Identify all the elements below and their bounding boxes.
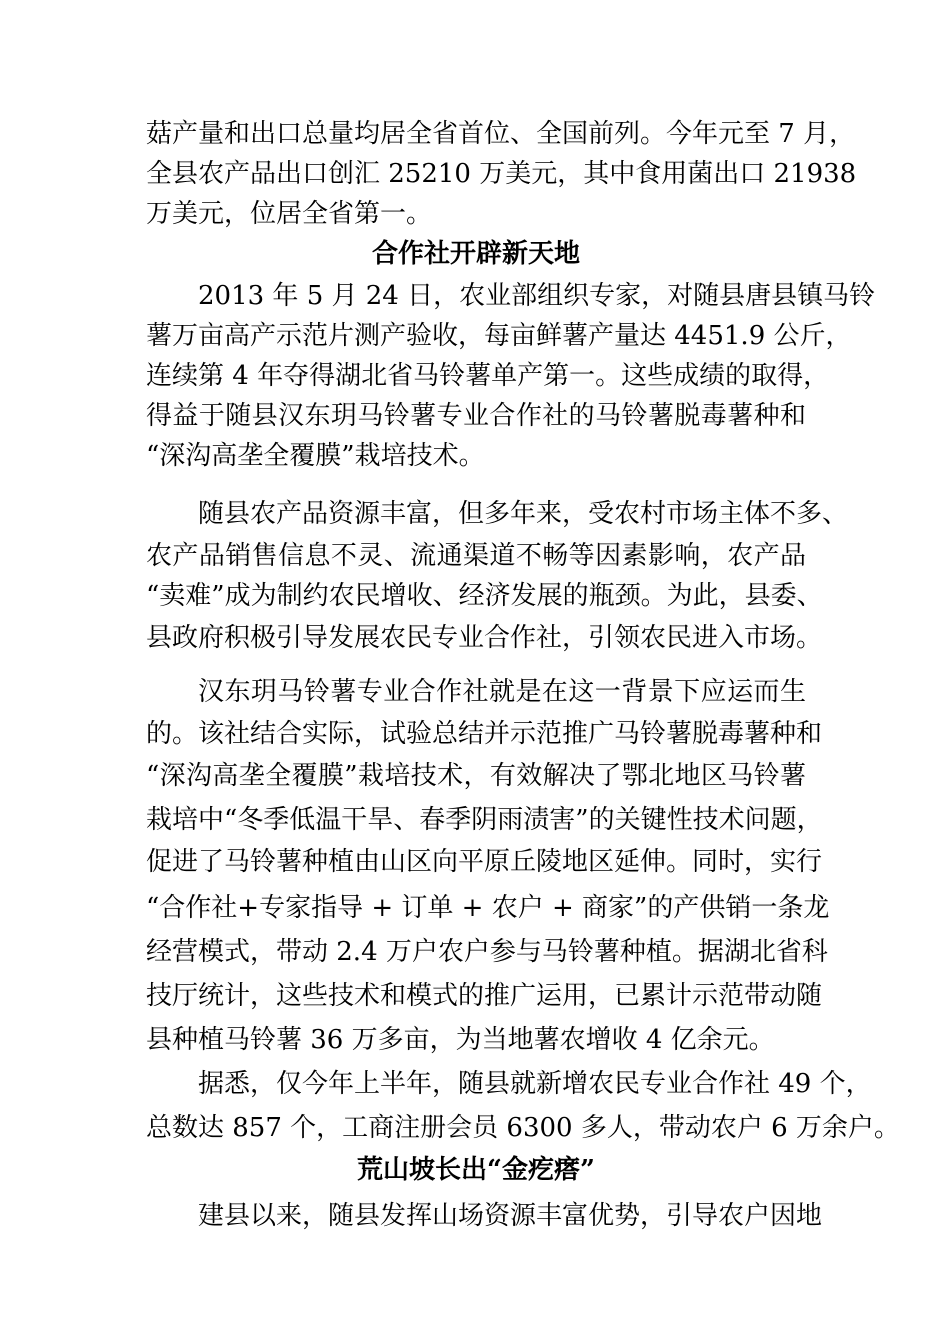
paragraph-line: 技厅统计，这些技术和模式的推广运用，已累计示范带动随 — [146, 981, 823, 1011]
section-heading: 荒山坡长出“金疙瘩” — [357, 1155, 595, 1185]
paragraph-line: 县种植马铃薯 36 万多亩，为当地薯农增收 4 亿余元。 — [146, 1025, 775, 1055]
paragraph-line: 经营模式，带动 2.4 万户农户参与马铃薯种植。据湖北省科 — [146, 937, 828, 967]
intro-line: 菇产量和出口总量均居全省首位、全国前列。今年元至 7 月， — [146, 119, 856, 149]
paragraph-line: 据悉，仅今年上半年，随县就新增农民专业合作社 49 个， — [198, 1069, 872, 1099]
paragraph-line: 2013 年 5 月 24 日，农业部组织专家，对随县唐县镇马铃 — [198, 281, 876, 311]
intro-line: 万美元，位居全省第一。 — [146, 199, 433, 229]
paragraph-line: 随县农产品资源丰富，但多年来，受农村市场主体不多、 — [198, 499, 849, 529]
paragraph-line: “合作社+专家指导 + 订单 + 农户 + 商家”的产供销一条龙 — [146, 893, 830, 923]
paragraph-line: 得益于随县汉东玥马铃薯专业合作社的马铃薯脱毒薯种和 — [146, 401, 806, 431]
paragraph-line: 薯万亩高产示范片测产验收，每亩鲜薯产量达 4451.9 公斤， — [146, 321, 852, 351]
section-heading: 合作社开辟新天地 — [371, 239, 580, 269]
paragraph-line: 农产品销售信息不灵、流通渠道不畅等因素影响，农产品 — [146, 541, 806, 571]
paragraph-line: 建县以来，随县发挥山场资源丰富优势，引导农户因地 — [198, 1201, 823, 1231]
intro-line: 全县农产品出口创汇 25210 万美元，其中食用菌出口 21938 — [146, 159, 857, 189]
paragraph-line: 的。该社结合实际，试验总结并示范推广马铃薯脱毒薯种和 — [146, 719, 823, 749]
paragraph-line: “卖难”成为制约农民增收、经济发展的瓶颈。为此，县委、 — [146, 581, 823, 611]
paragraph-line: 促进了马铃薯种植由山区向平原丘陵地区延伸。同时，实行 — [146, 847, 823, 877]
paragraph-line: “深沟高垄全覆膜”栽培技术。 — [146, 441, 485, 471]
paragraph-line: 汉东玥马铃薯专业合作社就是在这一背景下应运而生 — [198, 677, 806, 707]
paragraph-line: 栽培中“冬季低温干旱、春季阴雨渍害”的关键性技术问题， — [146, 805, 823, 835]
paragraph-line: 连续第 4 年夺得湖北省马铃薯单产第一。这些成绩的取得， — [146, 361, 830, 391]
paragraph-line: 总数达 857 个，工商注册会员 6300 多人，带动农户 6 万余户。 — [146, 1113, 900, 1143]
paragraph-line: “深沟高垄全覆膜”栽培技术，有效解决了鄂北地区马铃薯 — [146, 761, 806, 791]
paragraph-line: 县政府积极引导发展农民专业合作社，引领农民进入市场。 — [146, 623, 823, 653]
